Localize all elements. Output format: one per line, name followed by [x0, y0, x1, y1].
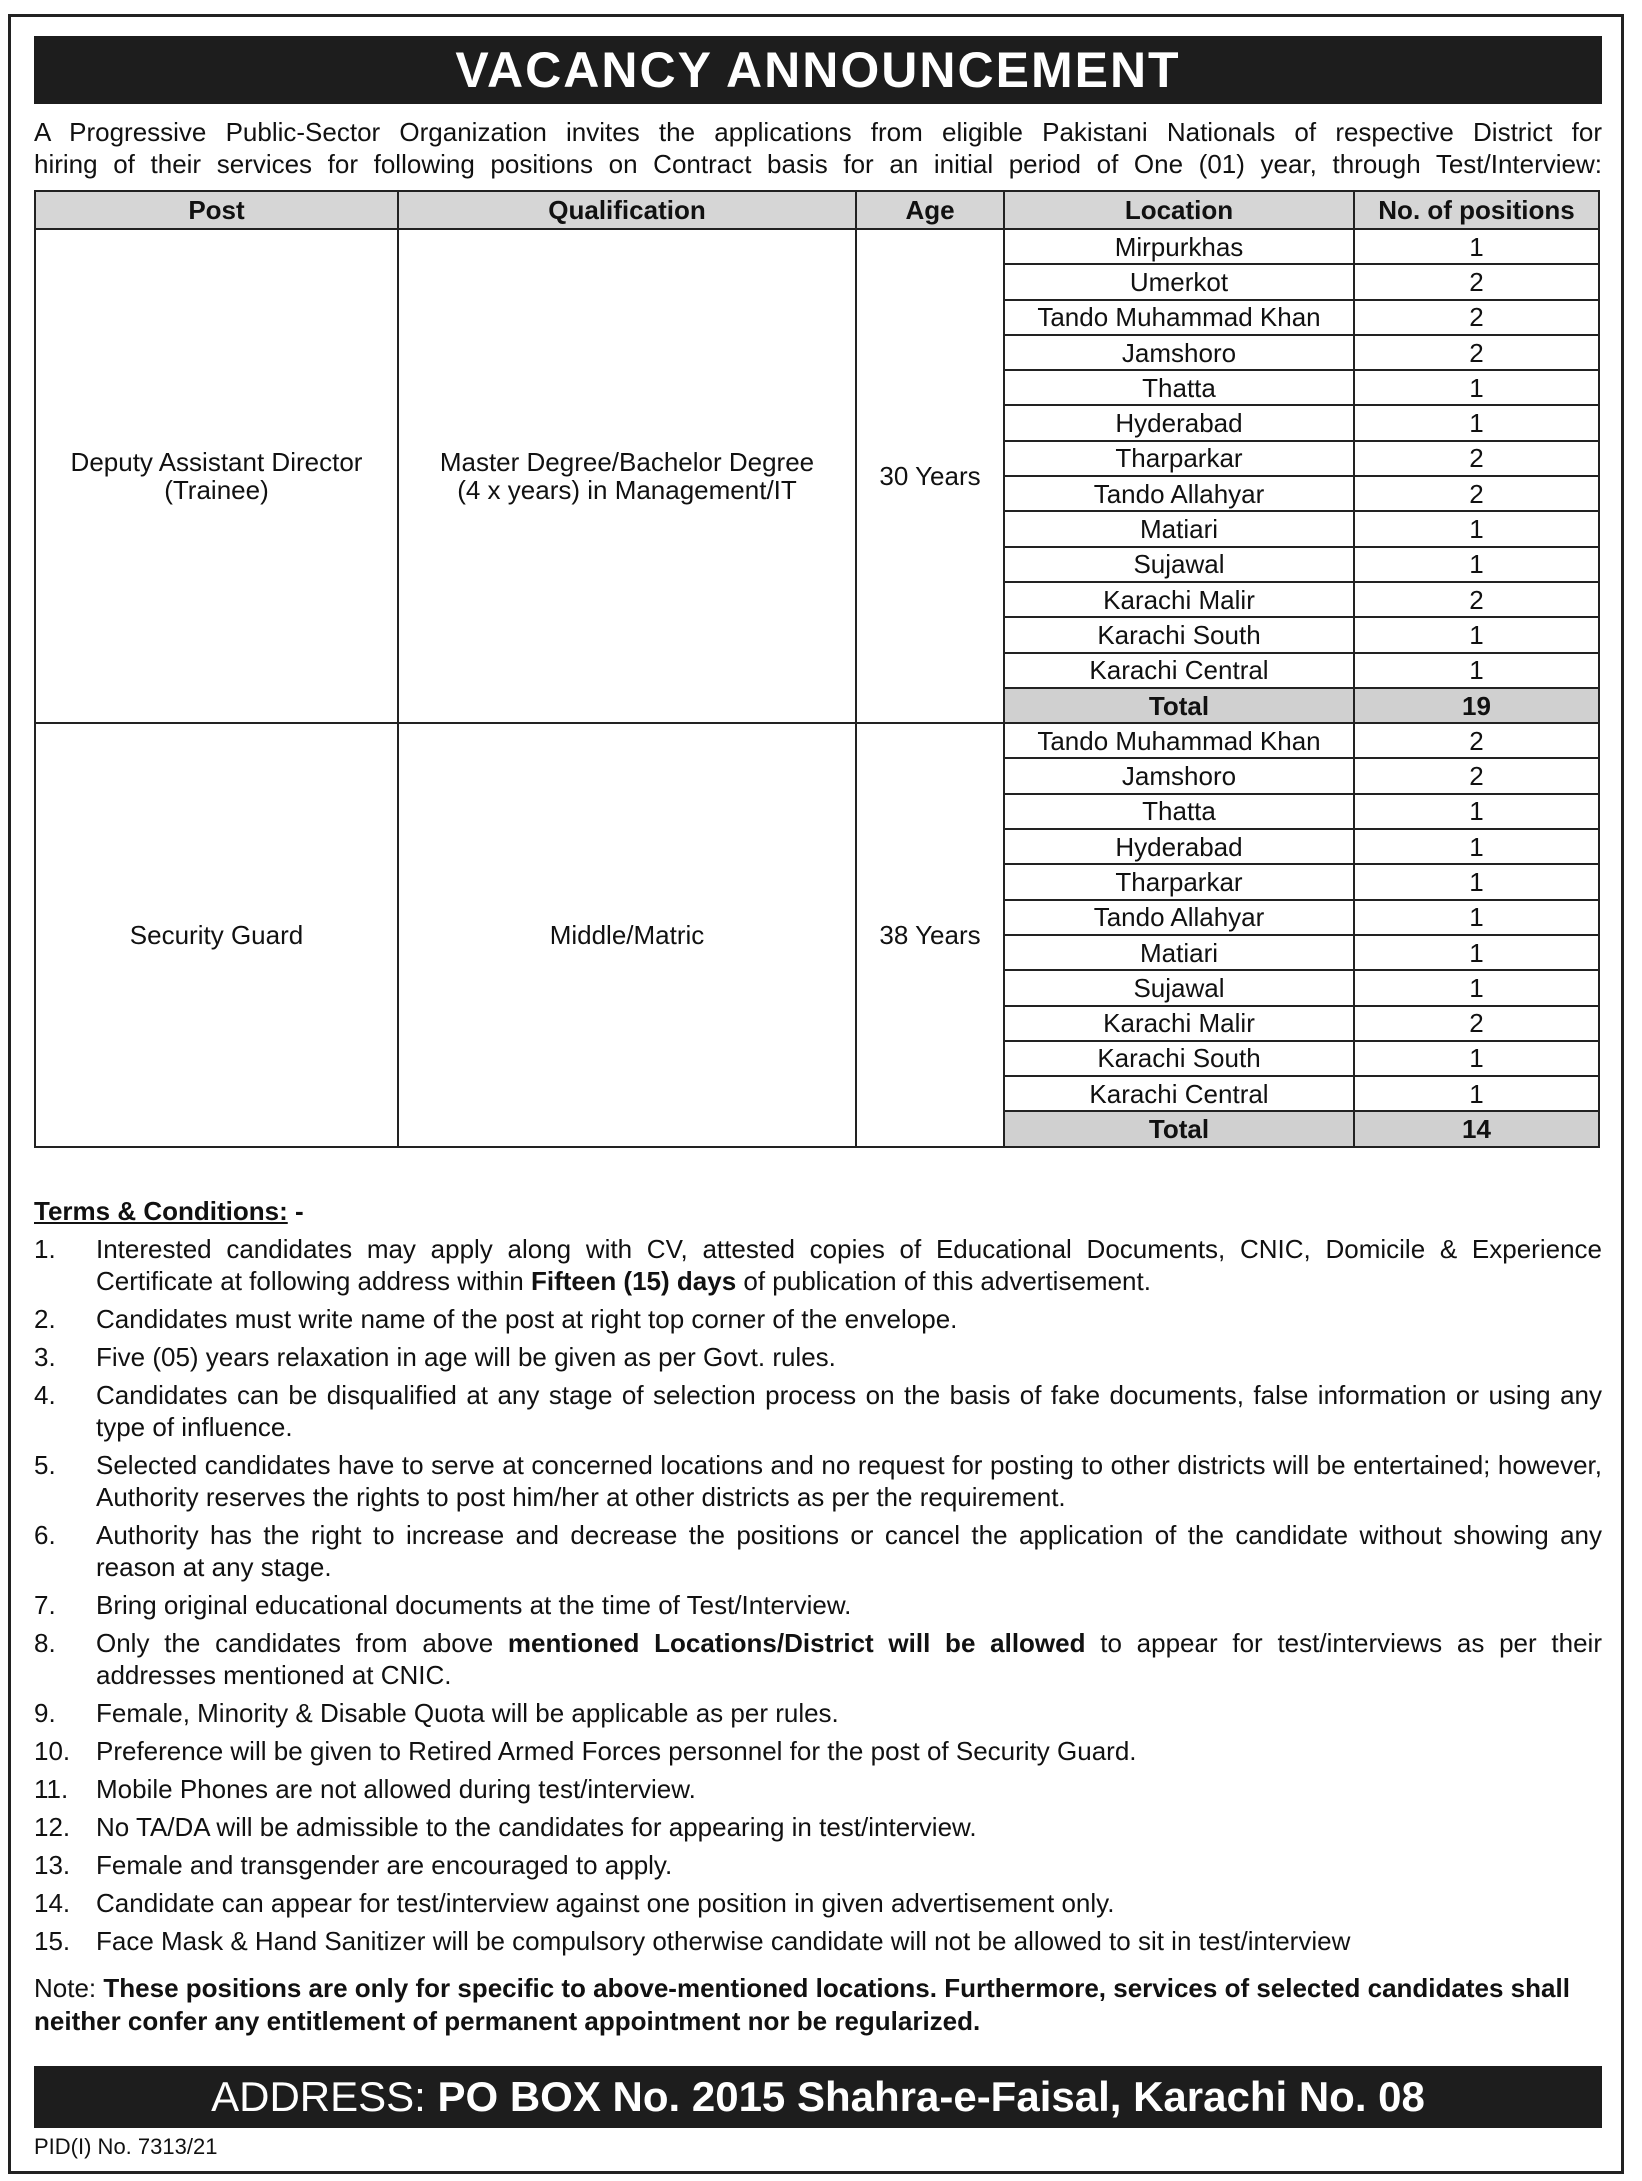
- location-cell: Tando Allahyar: [1004, 476, 1354, 511]
- header-location: Location: [1004, 191, 1354, 229]
- term-item: [34, 1233, 1602, 1297]
- term-text: Only the candidates from above: [96, 1628, 508, 1658]
- total-label: Total: [1004, 1111, 1354, 1146]
- term-number: 3.: [34, 1342, 56, 1372]
- positions-cell: 1: [1354, 405, 1599, 440]
- terms-heading-dash: -: [287, 1196, 304, 1226]
- term-number: 14.: [34, 1888, 71, 1918]
- term-item: [34, 1735, 1602, 1767]
- post-name: Deputy Assistant Director: [70, 447, 363, 478]
- term-text: Bring original educational documents at the time of Test/Interview.: [96, 1590, 852, 1620]
- positions-cell: 2: [1354, 758, 1599, 793]
- positions-cell: 1: [1354, 900, 1599, 935]
- term-item: [34, 1589, 1602, 1621]
- location-cell: Karachi South: [1004, 1041, 1354, 1076]
- term-text: Female and transgender are encouraged to apply.: [96, 1850, 673, 1880]
- term-number: 13.: [34, 1850, 71, 1880]
- qualification-text: (4 x years) in Management/IT: [457, 475, 797, 506]
- age-cell: 30 Years: [856, 229, 1004, 723]
- term-item: [34, 1811, 1602, 1843]
- term-item: [34, 1379, 1602, 1443]
- term-item: [34, 1773, 1602, 1805]
- term-number: 11.: [34, 1774, 69, 1804]
- positions-cell: 2: [1354, 441, 1599, 476]
- note-text: These positions are only for specific to above-mentioned locations. Furthermore, services of selected candidates shall neither confer any entitlement of permanent appointment nor be regularized.: [34, 1973, 1570, 2036]
- address-bar: [34, 2066, 1602, 2128]
- term-text: Interested candidates may apply along with CV, attested copies of Educational Documents, CNIC, Domicile & Experience Certificate at following address within: [96, 1234, 1602, 1296]
- location-cell: Hyderabad: [1004, 829, 1354, 864]
- terms-heading: Terms & Conditions:: [34, 1196, 288, 1226]
- header-qualification: Qualification: [398, 191, 856, 229]
- term-text: Authority has the right to increase and decrease the positions or cancel the application of the candidate without showing any reason at any stage.: [96, 1520, 1602, 1582]
- term-text: Preference will be given to Retired Armed Forces personnel for the post of Security Guard.: [96, 1736, 1137, 1766]
- intro-line-1: A Progressive Public-Sector Organization invites the applications from eligible Pakistani Nationals of respective District for: [34, 117, 1602, 147]
- vacancy-table: [34, 190, 1600, 1148]
- page-title: VACANCY ANNOUNCEMENT: [34, 36, 1602, 104]
- qualification-text: Master Degree/Bachelor Degree: [439, 447, 815, 478]
- total-value: 14: [1354, 1111, 1599, 1146]
- age-cell: 38 Years: [856, 723, 1004, 1147]
- location-cell: Hyderabad: [1004, 405, 1354, 440]
- qualification-cell: [398, 723, 856, 1147]
- term-number: 1.: [34, 1234, 56, 1264]
- total-label: Total: [1004, 688, 1354, 723]
- location-cell: Tando Muhammad Khan: [1004, 300, 1354, 335]
- post-name: (Trainee): [164, 475, 269, 506]
- terms-section: [34, 1196, 1602, 1963]
- term-number: 15.: [34, 1926, 71, 1956]
- intro-line-2: hiring of their services for following positions on Contract basis for an initial period of One (01) year, through Test/Interview:: [34, 149, 1602, 179]
- qualification-cell: [398, 229, 856, 723]
- term-item: [34, 1449, 1602, 1513]
- location-cell: Tharparkar: [1004, 864, 1354, 899]
- term-number: 12.: [34, 1812, 71, 1842]
- term-text: Selected candidates have to serve at concerned locations and no request for posting to other districts will be entertained; however, Authority reserves the rights to post him/her at other districts as per the requirement.: [96, 1450, 1602, 1512]
- location-cell: Karachi Malir: [1004, 582, 1354, 617]
- location-cell: Thatta: [1004, 370, 1354, 405]
- address-label: ADDRESS:: [211, 2073, 426, 2120]
- term-number: 9.: [34, 1698, 56, 1728]
- location-cell: Tando Allahyar: [1004, 900, 1354, 935]
- term-text: Face Mask & Hand Sanitizer will be compulsory otherwise candidate will not be allowed to sit in test/interview: [96, 1926, 1351, 1956]
- qualification-text: Middle/Matric: [549, 919, 705, 950]
- intro-paragraph: [34, 116, 1602, 180]
- term-number: 6.: [34, 1520, 56, 1550]
- term-item: [34, 1887, 1602, 1919]
- header-positions: No. of positions: [1354, 191, 1599, 229]
- term-number: 2.: [34, 1304, 56, 1334]
- term-emphasis: mentioned Locations/District will be allowed: [507, 1628, 1086, 1658]
- term-text: Five (05) years relaxation in age will be given as per Govt. rules.: [96, 1342, 836, 1372]
- positions-cell: 2: [1354, 300, 1599, 335]
- positions-cell: 1: [1354, 829, 1599, 864]
- positions-cell: 1: [1354, 370, 1599, 405]
- positions-cell: 2: [1354, 1006, 1599, 1041]
- positions-cell: 2: [1354, 264, 1599, 299]
- term-item: [34, 1341, 1602, 1373]
- header-age: Age: [856, 191, 1004, 229]
- location-cell: Tharparkar: [1004, 441, 1354, 476]
- table-row: [35, 229, 1599, 264]
- positions-cell: 1: [1354, 229, 1599, 264]
- term-number: 10.: [34, 1736, 71, 1766]
- term-number: 7.: [34, 1590, 56, 1620]
- term-text: Mobile Phones are not allowed during test/interview.: [96, 1774, 696, 1804]
- header-post: Post: [35, 191, 398, 229]
- post-name: Security Guard: [129, 919, 304, 950]
- term-text: Candidates must write name of the post at right top corner of the envelope.: [96, 1304, 958, 1334]
- total-value: 19: [1354, 688, 1599, 723]
- term-number: 4.: [34, 1380, 56, 1410]
- positions-cell: 1: [1354, 653, 1599, 688]
- term-item: [34, 1925, 1602, 1957]
- location-cell: Sujawal: [1004, 547, 1354, 582]
- term-item: [34, 1697, 1602, 1729]
- note: [34, 1972, 1602, 2038]
- note-label: Note:: [34, 1973, 97, 2003]
- term-number: 5.: [34, 1450, 56, 1480]
- term-emphasis: Fifteen (15) days: [530, 1266, 737, 1296]
- location-cell: Tando Muhammad Khan: [1004, 723, 1354, 758]
- positions-cell: 1: [1354, 1041, 1599, 1076]
- location-cell: Matiari: [1004, 935, 1354, 970]
- positions-cell: 2: [1354, 476, 1599, 511]
- term-text-end: of publication of this advertisement.: [736, 1266, 1151, 1296]
- location-cell: Mirpurkhas: [1004, 229, 1354, 264]
- term-number: 8.: [34, 1628, 56, 1658]
- positions-cell: 1: [1354, 794, 1599, 829]
- table-header-row: [35, 191, 1599, 229]
- location-cell: Karachi Malir: [1004, 1006, 1354, 1041]
- term-item: [34, 1849, 1602, 1881]
- positions-cell: 1: [1354, 547, 1599, 582]
- positions-cell: 1: [1354, 511, 1599, 546]
- term-item: [34, 1519, 1602, 1583]
- positions-cell: 1: [1354, 970, 1599, 1005]
- location-cell: Karachi Central: [1004, 653, 1354, 688]
- term-text: Candidates can be disqualified at any stage of selection process on the basis of fake documents, false information or using any type of influence.: [96, 1380, 1602, 1442]
- positions-cell: 2: [1354, 335, 1599, 370]
- post-cell: [35, 229, 398, 723]
- positions-cell: 1: [1354, 1076, 1599, 1111]
- term-item: [34, 1303, 1602, 1335]
- location-cell: Matiari: [1004, 511, 1354, 546]
- location-cell: Karachi South: [1004, 617, 1354, 652]
- term-text-end: to appear for test/interviews as per their addresses mentioned at CNIC.: [96, 1628, 1602, 1690]
- positions-cell: 1: [1354, 617, 1599, 652]
- positions-cell: 1: [1354, 864, 1599, 899]
- term-text: No TA/DA will be admissible to the candidates for appearing in test/interview.: [96, 1812, 977, 1842]
- terms-list: [34, 1233, 1602, 1957]
- location-cell: Thatta: [1004, 794, 1354, 829]
- post-cell: [35, 723, 398, 1147]
- positions-cell: 1: [1354, 935, 1599, 970]
- address-value: PO BOX No. 2015 Shahra-e-Faisal, Karachi No. 08: [437, 2073, 1425, 2120]
- location-cell: Umerkot: [1004, 264, 1354, 299]
- term-text: Female, Minority & Disable Quota will be applicable as per rules.: [96, 1698, 839, 1728]
- location-cell: Karachi Central: [1004, 1076, 1354, 1111]
- table-row: [35, 723, 1599, 758]
- positions-cell: 2: [1354, 582, 1599, 617]
- term-text: Candidate can appear for test/interview against one position in given advertisement only.: [96, 1888, 1115, 1918]
- location-cell: Jamshoro: [1004, 758, 1354, 793]
- pid-number: PID(I) No. 7313/21: [34, 2134, 218, 2159]
- positions-cell: 2: [1354, 723, 1599, 758]
- location-cell: Sujawal: [1004, 970, 1354, 1005]
- term-item: [34, 1627, 1602, 1691]
- location-cell: Jamshoro: [1004, 335, 1354, 370]
